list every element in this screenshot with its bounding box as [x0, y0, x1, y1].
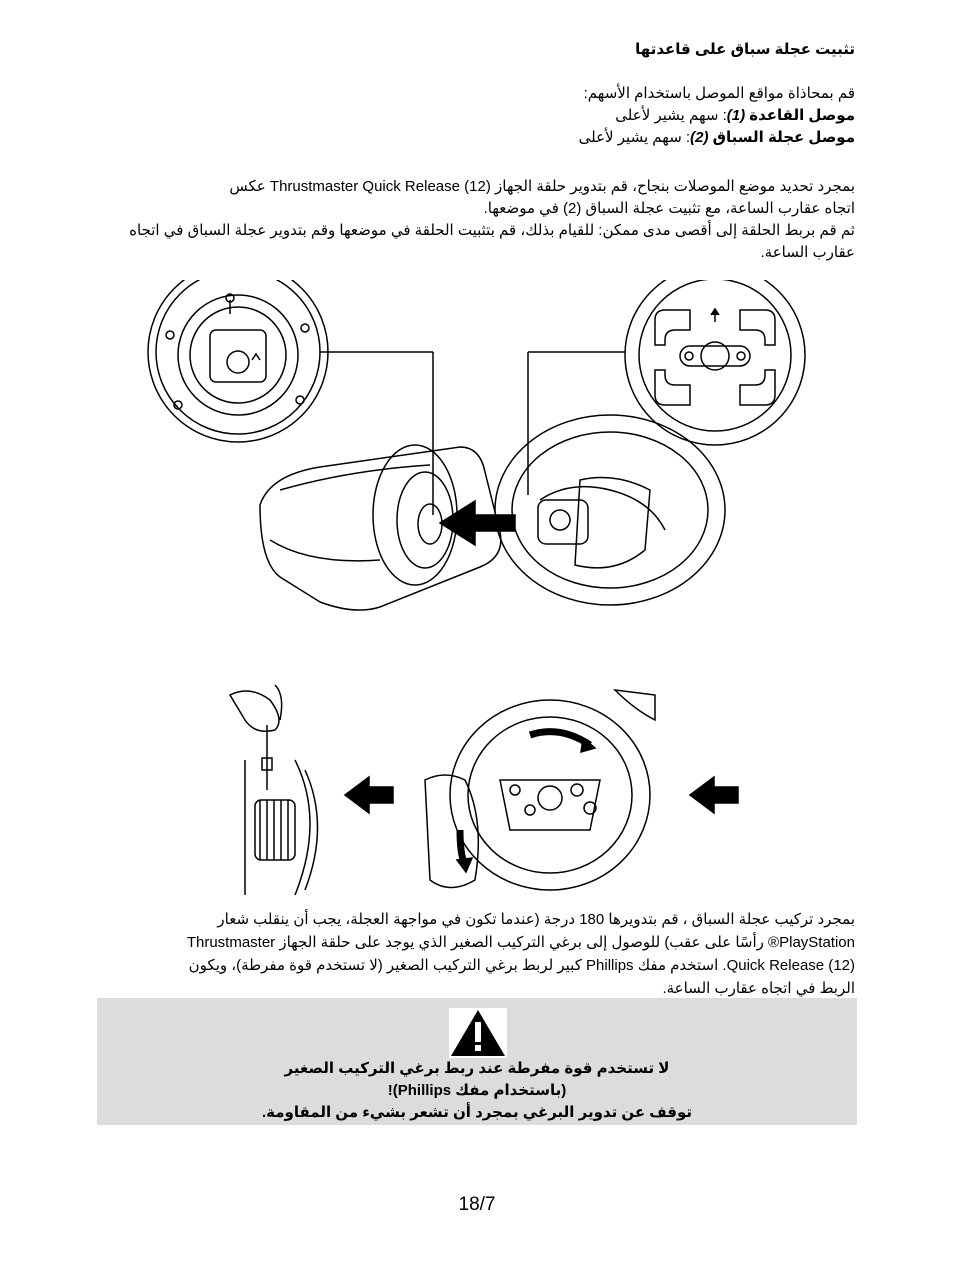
base-connector-detail	[148, 280, 328, 442]
wheel-connector-line	[100, 127, 855, 149]
warning-text	[97, 1058, 857, 1124]
ring-line-1: بمجرد تحديد موضع الموصلات بنجاح، قم بتدوير حلقة الجهاز (12) Thrustmaster Quick Release عكس	[229, 178, 855, 195]
wheel-connector-number: (2)	[690, 129, 709, 146]
base-connector-text: : سهم يشير لأعلى	[615, 107, 727, 124]
screw-line-1: بمجرد تركيب عجلة السباق ، قم بتدويرها 180 درجة (عندما تكون في مواجهة العجلة، يجب أن ينقلب شعار	[217, 911, 855, 928]
connector-instructions	[100, 83, 855, 149]
base-connector-line	[100, 105, 855, 127]
warning-line-3: توقف عن تدوير البرغي بمجرد أن تشعر بشيء من المقاومة.	[261, 1104, 693, 1121]
page-title: تثبيت عجلة سباق على قاعدتها	[635, 41, 855, 58]
screw-instructions	[100, 908, 855, 1000]
warning-box	[97, 998, 857, 1125]
wheel-rotation-view	[425, 690, 655, 890]
ring-line-2: اتجاه عقارب الساعة، مع تثبيت عجلة السباق (2) في موضعها.	[483, 200, 855, 217]
warning-line-1: لا تستخدم قوة مفرطة عند ربط برغي التركيب الصغير	[284, 1060, 670, 1077]
wheel-connector-detail	[625, 280, 805, 445]
align-instruction: قم بمحاذاة مواقع الموصل باستخدام الأسهم:	[583, 85, 855, 102]
ring-line-4: عقارب الساعة.	[760, 244, 855, 261]
ring-line-3: ثم قم بربط الحلقة إلى أقصى مدى ممكن: للقيام بذلك، قم بتثبيت الحلقة في موضعها وقم بتدوير عجلة السباق في اتجاه	[129, 222, 855, 239]
base-connector-label: موصل القاعدة	[749, 107, 855, 124]
screw-line-2: PlayStation® رأسًا على عقب) للوصول إلى برغي التركيب الصغير الذي يوجد على حلقة الجهاز Thrustmaster	[186, 934, 855, 951]
screw-line-4: الربط في اتجاه عقارب الساعة.	[662, 980, 855, 997]
racing-wheel	[495, 415, 725, 605]
ring-instructions	[100, 176, 855, 264]
page-number: 18/7	[458, 1194, 496, 1215]
wheel-connector-text: : سهم يشير لأعلى	[578, 129, 691, 146]
wheel-mounting-illustration	[140, 280, 820, 630]
screw-tightening-illustration	[205, 680, 755, 905]
warning-triangle-icon	[449, 1008, 507, 1058]
wheel-connector-label: موصل عجلة السباق	[712, 129, 855, 146]
base-side-view	[230, 685, 318, 895]
warning-line-2: (باستخدام مفك Phillips)!	[387, 1082, 567, 1099]
base-connector-number: (1)	[726, 107, 746, 124]
screw-line-3: (12) Quick Release. استخدم مفك Phillips كبير لربط برغي التركيب الصغير (لا تستخدم قوة مفرطة)، ويكون	[188, 957, 855, 974]
